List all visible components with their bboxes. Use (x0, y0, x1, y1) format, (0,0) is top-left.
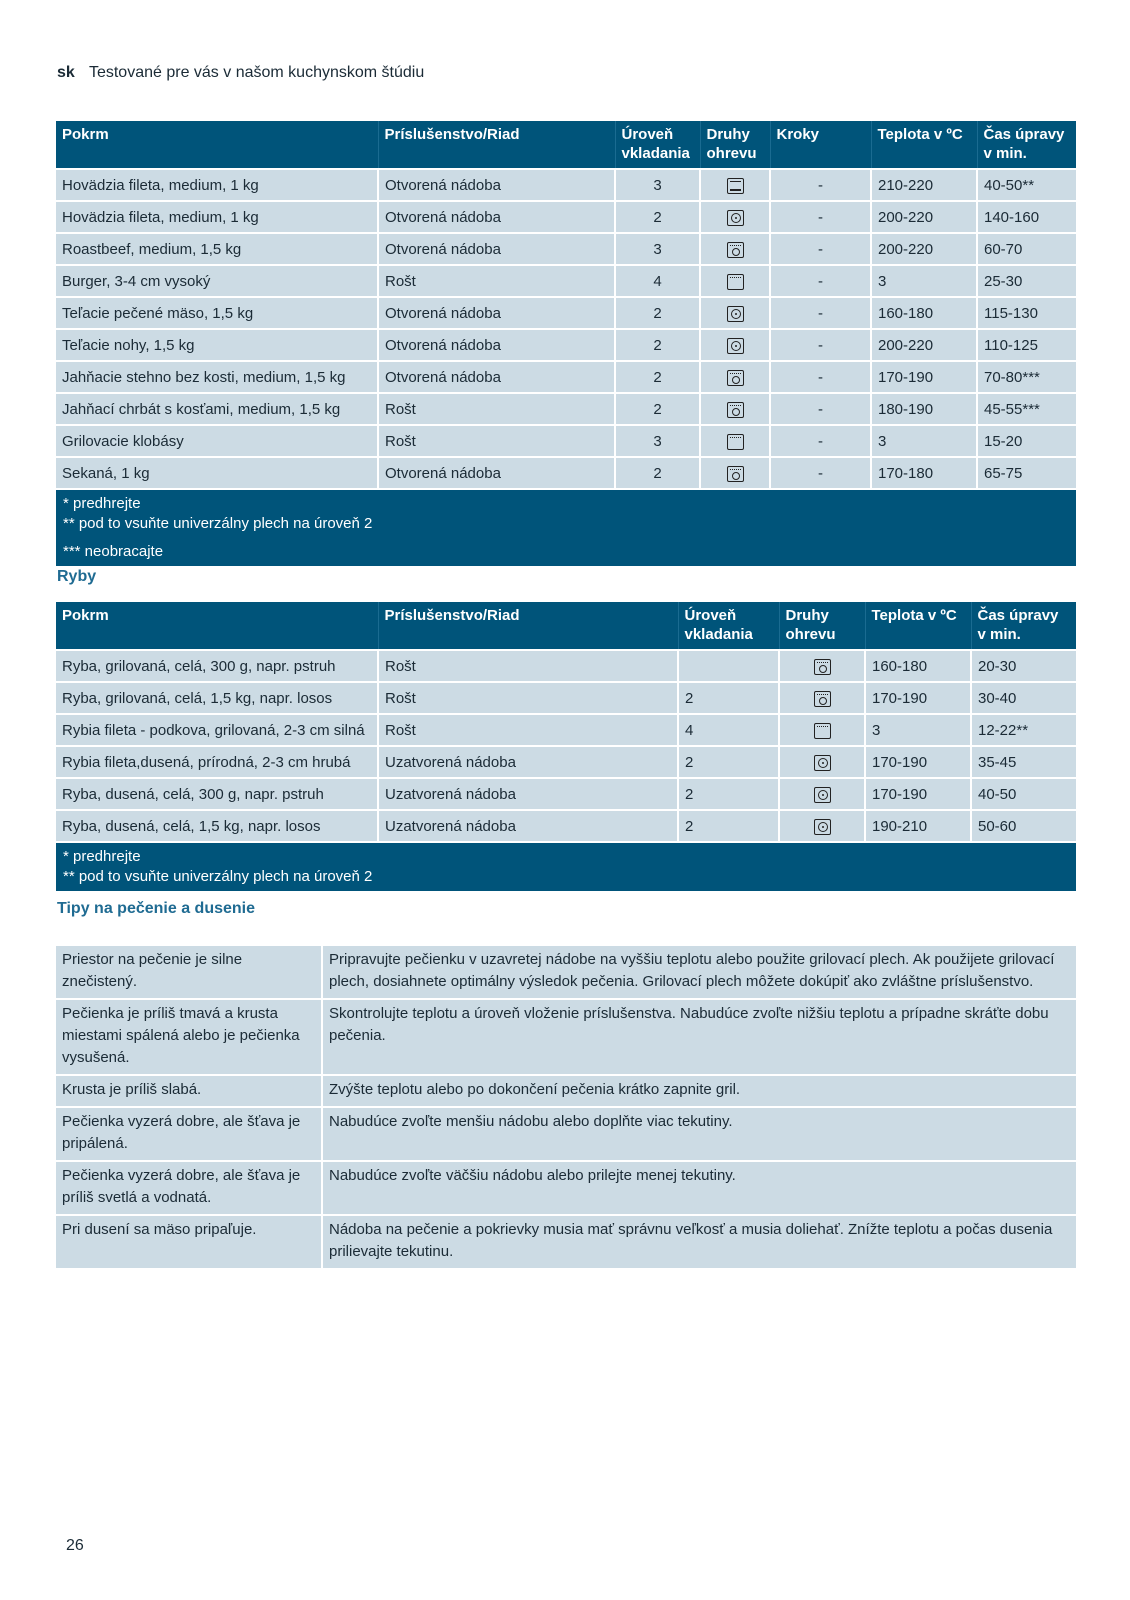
cell-steps: - (770, 457, 871, 489)
cell-level: 2 (678, 746, 779, 778)
cell-heating (779, 682, 865, 714)
tip-row (56, 1075, 1076, 1107)
cell-heating (700, 425, 770, 457)
tip-row (56, 1161, 1076, 1215)
cell-accessory: Rošt (378, 425, 615, 457)
tip-solution: Nabudúce zvoľte väčšiu nádobu alebo prilejte menej tekutiny. (322, 1161, 1076, 1215)
cell-dish: Hovädzia fileta, medium, 1 kg (56, 169, 378, 201)
cell-time: 12-22** (971, 714, 1076, 746)
cell-accessory: Otvorená nádoba (378, 457, 615, 489)
cell-steps: - (770, 169, 871, 201)
tip-row (56, 945, 1076, 999)
cell-heating (700, 233, 770, 265)
tip-solution: Nádoba na pečenie a pokrievky musia mať správnu veľkosť a musia doliehať. Znížte teplotu a počas dusenia prilievajte tekutinu. (322, 1215, 1076, 1268)
cell-accessory: Rošt (378, 650, 678, 682)
cell-steps: - (770, 233, 871, 265)
cell-level: 2 (678, 810, 779, 842)
note-line: *** neobracajte (63, 543, 164, 560)
cell-time: 35-45 (971, 746, 1076, 778)
fan-grill-icon (814, 691, 831, 707)
tip-row (56, 1215, 1076, 1268)
cell-accessory: Otvorená nádoba (378, 361, 615, 393)
cell-level: 2 (615, 329, 700, 361)
note-line: ** pod to vsuňte univerzálny plech na úroveň 2 (63, 515, 373, 532)
cell-temp: 170-190 (865, 778, 971, 810)
cell-level: 2 (615, 393, 700, 425)
cell-accessory: Otvorená nádoba (378, 233, 615, 265)
cell-heating (700, 361, 770, 393)
cell-accessory: Otvorená nádoba (378, 201, 615, 233)
cell-level (678, 650, 779, 682)
cell-time: 45-55*** (977, 393, 1076, 425)
cell-temp: 200-220 (871, 329, 977, 361)
page-header-title: Testované pre vás v našom kuchynskom štúdiu (88, 64, 425, 81)
cell-accessory: Rošt (378, 393, 615, 425)
cell-level: 3 (615, 425, 700, 457)
cell-heating (779, 810, 865, 842)
page-number: 26 (66, 1537, 84, 1554)
fan-heat-icon (814, 819, 831, 835)
cell-temp: 200-220 (871, 201, 977, 233)
page-header (57, 64, 424, 82)
cell-level: 2 (615, 361, 700, 393)
cell-dish: Ryba, dusená, celá, 300 g, napr. pstruh (56, 778, 378, 810)
cell-temp: 180-190 (871, 393, 977, 425)
table-row (56, 746, 1076, 778)
cell-heating (779, 650, 865, 682)
table-row (56, 393, 1076, 425)
cell-level: 3 (615, 233, 700, 265)
table-row (56, 361, 1076, 393)
cell-accessory: Uzatvorená nádoba (378, 810, 678, 842)
cell-time: 60-70 (977, 233, 1076, 265)
cell-accessory: Rošt (378, 265, 615, 297)
table-row (56, 650, 1076, 682)
cell-accessory: Uzatvorená nádoba (378, 778, 678, 810)
fish-notes (56, 842, 1076, 891)
tip-problem: Priestor na pečenie je silne znečistený. (56, 945, 322, 999)
cell-level: 2 (615, 201, 700, 233)
cell-time: 25-30 (977, 265, 1076, 297)
cell-temp: 3 (871, 425, 977, 457)
header-level: Úroveň vkladania (615, 121, 700, 169)
note-line: * predhrejte (63, 495, 141, 512)
cell-steps: - (770, 329, 871, 361)
cell-dish: Teľacie nohy, 1,5 kg (56, 329, 378, 361)
tips-section-title: Tipy na pečenie a dusenie (57, 900, 255, 917)
cell-temp: 200-220 (871, 233, 977, 265)
cell-dish: Sekaná, 1 kg (56, 457, 378, 489)
cell-accessory: Rošt (378, 714, 678, 746)
cell-steps: - (770, 297, 871, 329)
table-row (56, 778, 1076, 810)
cell-temp: 170-190 (865, 682, 971, 714)
cell-dish: Jahňací chrbát s kosťami, medium, 1,5 kg (56, 393, 378, 425)
header-dish: Pokrm (56, 602, 378, 650)
header-temp: Teplota v ºC (865, 602, 971, 650)
fish-section-title: Ryby (57, 568, 97, 585)
cell-heating (700, 329, 770, 361)
cell-steps: - (770, 393, 871, 425)
cell-temp: 170-190 (871, 361, 977, 393)
note-line: * predhrejte (63, 848, 141, 865)
cell-time: 115-130 (977, 297, 1076, 329)
header-temp: Teplota v ºC (871, 121, 977, 169)
fan-heat-icon (727, 338, 744, 354)
table-row (56, 457, 1076, 489)
cell-heating (700, 393, 770, 425)
fan-heat-icon (727, 306, 744, 322)
cell-steps: - (770, 201, 871, 233)
fan-heat-icon (727, 210, 744, 226)
cell-heating (700, 457, 770, 489)
cell-time: 140-160 (977, 201, 1076, 233)
cell-dish: Rybia fileta - podkova, grilovaná, 2-3 cm silná (56, 714, 378, 746)
cell-accessory: Otvorená nádoba (378, 169, 615, 201)
cell-time: 70-80*** (977, 361, 1076, 393)
language-code: sk (57, 64, 75, 81)
fan-grill-icon (814, 659, 831, 675)
cell-dish: Jahňacie stehno bez kosti, medium, 1,5 kg (56, 361, 378, 393)
cell-temp: 210-220 (871, 169, 977, 201)
fan-grill-icon (727, 466, 744, 482)
table-row (56, 682, 1076, 714)
table-row (56, 810, 1076, 842)
cell-heating (700, 201, 770, 233)
fan-grill-icon (727, 370, 744, 386)
cell-time: 50-60 (971, 810, 1076, 842)
note-line: ** pod to vsuňte univerzálny plech na úroveň 2 (63, 868, 373, 885)
cell-dish: Rybia fileta,dusená, prírodná, 2-3 cm hrubá (56, 746, 378, 778)
tip-problem: Pri dusení sa mäso pripaľuje. (56, 1215, 322, 1268)
header-heating: Druhy ohrevu (700, 121, 770, 169)
tip-problem: Pečienka vyzerá dobre, ale šťava je príliš svetlá a vodnatá. (56, 1161, 322, 1215)
fan-heat-icon (814, 755, 831, 771)
cell-steps: - (770, 361, 871, 393)
cell-temp: 170-180 (871, 457, 977, 489)
table-row (56, 714, 1076, 746)
tip-problem: Pečienka je príliš tmavá a krusta miestami spálená alebo je pečienka vysušená. (56, 999, 322, 1075)
cell-dish: Ryba, grilovaná, celá, 300 g, napr. pstruh (56, 650, 378, 682)
cell-heating (779, 746, 865, 778)
fan-heat-icon (814, 787, 831, 803)
header-accessory: Príslušenstvo/Riad (378, 121, 615, 169)
cell-level: 2 (615, 457, 700, 489)
cell-level: 4 (678, 714, 779, 746)
tip-solution: Skontrolujte teplotu a úroveň vloženie príslušenstva. Nabudúce zvoľte nižšiu teplotu a prípadne skráťte dobu pečenia. (322, 999, 1076, 1075)
cell-heating (700, 265, 770, 297)
cell-heating (779, 714, 865, 746)
header-steps: Kroky (770, 121, 871, 169)
cell-time: 15-20 (977, 425, 1076, 457)
table-row (56, 329, 1076, 361)
cell-temp: 170-190 (865, 746, 971, 778)
fan-grill-icon (727, 242, 744, 258)
cell-level: 2 (678, 682, 779, 714)
table-row (56, 201, 1076, 233)
cell-time: 110-125 (977, 329, 1076, 361)
cell-temp: 160-180 (865, 650, 971, 682)
cell-level: 4 (615, 265, 700, 297)
tip-row (56, 1107, 1076, 1161)
cell-accessory: Rošt (378, 682, 678, 714)
grill-icon (814, 723, 831, 739)
cell-time: 40-50 (971, 778, 1076, 810)
cell-level: 2 (615, 297, 700, 329)
header-time: Čas úpravy v min. (977, 121, 1076, 169)
cell-heating (779, 778, 865, 810)
cell-dish: Hovädzia fileta, medium, 1 kg (56, 201, 378, 233)
table-row (56, 169, 1076, 201)
header-dish: Pokrm (56, 121, 378, 169)
table-row (56, 297, 1076, 329)
cell-time: 20-30 (971, 650, 1076, 682)
cell-level: 3 (615, 169, 700, 201)
cell-accessory: Uzatvorená nádoba (378, 746, 678, 778)
table-row (56, 425, 1076, 457)
cell-dish: Teľacie pečené mäso, 1,5 kg (56, 297, 378, 329)
tips-table (56, 944, 1076, 1268)
table-row (56, 233, 1076, 265)
grill-icon (727, 274, 744, 290)
cell-dish: Ryba, dusená, celá, 1,5 kg, napr. losos (56, 810, 378, 842)
cell-temp: 190-210 (865, 810, 971, 842)
cell-heating (700, 169, 770, 201)
tip-solution: Zvýšte teplotu alebo po dokončení pečenia krátko zapnite gril. (322, 1075, 1076, 1107)
cell-accessory: Otvorená nádoba (378, 329, 615, 361)
tip-problem: Krusta je príliš slabá. (56, 1075, 322, 1107)
fan-grill-icon (727, 402, 744, 418)
cell-heating (700, 297, 770, 329)
cell-dish: Roastbeef, medium, 1,5 kg (56, 233, 378, 265)
cell-dish: Grilovacie klobásy (56, 425, 378, 457)
grill-icon (727, 434, 744, 450)
cell-dish: Ryba, grilovaná, celá, 1,5 kg, napr. losos (56, 682, 378, 714)
tip-solution: Nabudúce zvoľte menšiu nádobu alebo doplňte viac tekutiny. (322, 1107, 1076, 1161)
header-time: Čas úpravy v min. (971, 602, 1076, 650)
cell-steps: - (770, 425, 871, 457)
cell-time: 40-50** (977, 169, 1076, 201)
top-bottom-heat-icon (727, 178, 744, 194)
table-row (56, 265, 1076, 297)
tip-row (56, 999, 1076, 1075)
cell-accessory: Otvorená nádoba (378, 297, 615, 329)
header-accessory: Príslušenstvo/Riad (378, 602, 678, 650)
header-heating: Druhy ohrevu (779, 602, 865, 650)
cell-temp: 3 (871, 265, 977, 297)
meat-notes (56, 489, 1076, 566)
cell-dish: Burger, 3-4 cm vysoký (56, 265, 378, 297)
cell-temp: 160-180 (871, 297, 977, 329)
cell-steps: - (770, 265, 871, 297)
fish-table (56, 602, 1076, 891)
header-level: Úroveň vkladania (678, 602, 779, 650)
tip-solution: Pripravujte pečienku v uzavretej nádobe na vyššiu teplotu alebo použite grilovací plech. Ak použijete grilovací plech, dosiahnete optimálny výsledok pečenia. Grilovací plech môžete dokúpiť ako zvláštne príslušenstvo. (322, 945, 1076, 999)
cell-temp: 3 (865, 714, 971, 746)
meat-table (56, 121, 1076, 566)
tip-problem: Pečienka vyzerá dobre, ale šťava je pripálená. (56, 1107, 322, 1161)
cell-level: 2 (678, 778, 779, 810)
cell-time: 30-40 (971, 682, 1076, 714)
cell-time: 65-75 (977, 457, 1076, 489)
